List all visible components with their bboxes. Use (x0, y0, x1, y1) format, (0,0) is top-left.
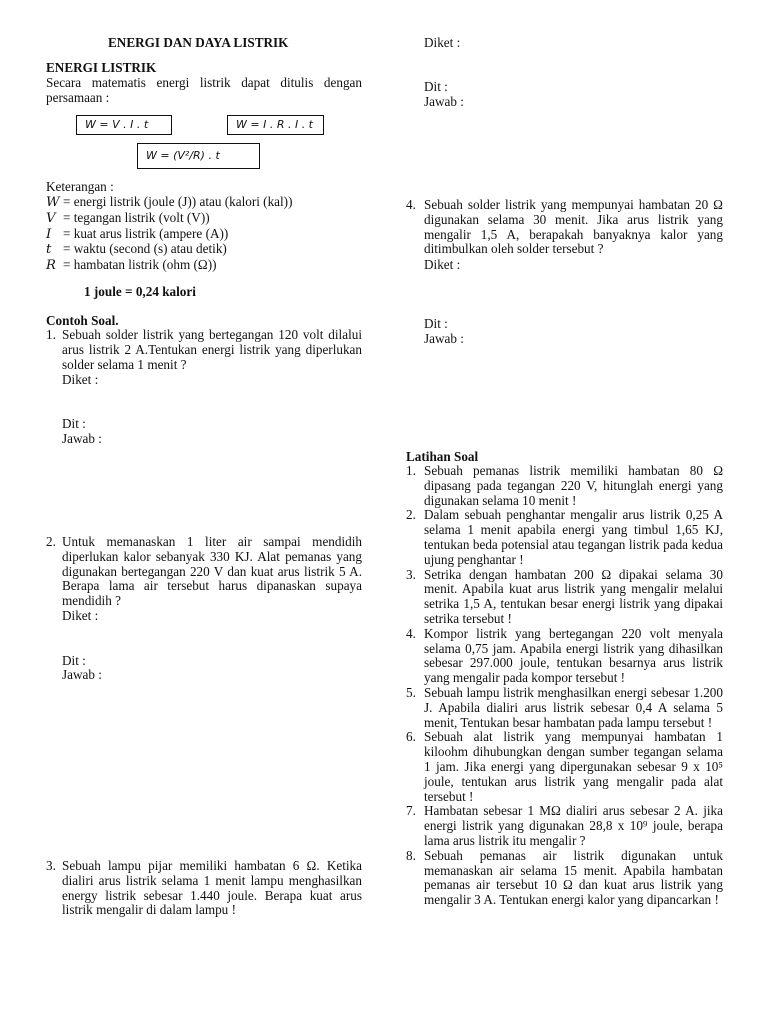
question-text: Untuk memanaskan 1 liter air sampai mendidih diperlukan kalor sebanyak 330 KJ. Alat pemanas yang digunakan bertegangan 220 V dan kuat arus listrik 5 A. Berapa lama air tersebut harus dipanaskan supaya mendidih ? (62, 534, 362, 609)
question-number: 3. (406, 566, 416, 582)
question-number: 1. (406, 463, 416, 478)
question-number: 4. (406, 197, 416, 212)
keterangan-desc: = waktu (second (s) atau detik) (63, 241, 227, 257)
contoh-soal-heading: Contoh Soal. (46, 313, 119, 328)
formula-box-1 (76, 115, 172, 135)
question-number: 6. (406, 729, 416, 745)
question-text: Sebuah pemanas air listrik digunakan untuk memanaskan air selama 15 menit. Apabila hambatan pemanas air tersebut 10 Ω dan kuat arus listrik yang mengalir 3 A. Tentukan energi kalor yang dipancarkan ! (424, 847, 723, 908)
question-text: Sebuah lampu listrik menghasilkan energi sebesar 1.200 J. Apabila dialiri arus listrik sebesar 0,4 A selama 5 menit, Tentukan besar hambatan pada lampu tersebut ! (424, 684, 723, 730)
question-text: Sebuah pemanas listrik memiliki hambatan 80 Ω dipasang pada tegangan 220 V, hitunglah energi yang digunakan selama 10 menit ! (424, 463, 723, 508)
keterangan-desc: = kuat arus listrik (ampere (A)) (63, 225, 229, 241)
formula-3: W = (V²/R) . t (146, 149, 220, 162)
example-question-2 (46, 535, 362, 609)
keterangan-label: Keterangan : (46, 179, 114, 194)
question-number: 5. (406, 684, 416, 700)
symbol-w: W (46, 195, 60, 210)
list-item (406, 686, 723, 730)
list-item (406, 730, 723, 804)
question-number: 3. (46, 858, 56, 873)
keterangan-item (46, 211, 376, 227)
question-text: Kompor listrik yang bertegangan 220 volt menyala selama 0,75 jam. Apabila energi listrik yang dihasilkan sebesar 297.000 joule, tentukan besarnya arus listrik yang mengalir pada kompor tersebut ! (424, 625, 723, 686)
formula-box-3 (137, 143, 260, 169)
q3-dit: Dit : (424, 79, 448, 94)
q4-diket: Diket : (424, 257, 461, 272)
q1-diket: Diket : (62, 372, 99, 387)
list-item (406, 568, 723, 627)
list-item (406, 508, 723, 567)
question-number: 4. (406, 625, 416, 641)
list-item (406, 849, 723, 908)
question-text: Sebuah alat listrik yang mempunyai hambatan 1 kiloohm dihubungkan dengan sumber tegangan selama 1 jam. Jika energi yang dipergunakan sebesar 9 x 10⁵ joule, tentukan arus listrik yang mengalir pada alat tersebut ! (424, 729, 723, 804)
example-question-1 (46, 328, 362, 372)
question-text: Sebuah solder listrik yang mempunyai hambatan 20 Ω digunakan selama 30 menit. Jika arus listrik yang mengalir 1,5 A, berapakah banyaknya kalor yang ditimbulkan oleh solder tersebut ? (424, 197, 723, 257)
question-text: Sebuah solder listrik yang bertegangan 120 volt dilalui arus listrik 2 A.Tentukan energi listrik yang diperlukan solder selama 1 menit ? (62, 327, 362, 372)
list-item (406, 464, 723, 508)
q3-diket: Diket : (424, 35, 461, 50)
q1-jawab: Jawab : (62, 431, 102, 446)
section-heading-energi-listrik: ENERGI LISTRIK (46, 60, 157, 75)
q2-dit: Dit : (62, 653, 86, 668)
q4-dit: Dit : (424, 316, 448, 331)
keterangan-desc: = energi listrik (joule (J)) atau (kalori (kal)) (63, 194, 293, 209)
q4-jawab: Jawab : (424, 331, 464, 346)
latihan-list (406, 464, 723, 908)
formula-2: W = I . R . I . t (236, 118, 313, 131)
symbol-r: R (46, 258, 56, 274)
question-number: 8. (406, 847, 416, 863)
keterangan-item (46, 242, 376, 258)
page-title: ENERGI DAN DAYA LISTRIK (108, 35, 289, 50)
list-item (406, 627, 723, 686)
question-number: 1. (46, 327, 56, 342)
symbol-v: V (46, 210, 56, 226)
intro-paragraph: Secara matematis energi listrik dapat ditulis dengan persamaan : (46, 75, 362, 105)
keterangan-desc: = tegangan listrik (volt (V)) (63, 209, 210, 225)
q2-diket: Diket : (62, 608, 99, 623)
keterangan-item (46, 227, 376, 243)
formula-box-2 (227, 115, 324, 135)
question-text: Setrika dengan hambatan 200 Ω dipakai selama 30 menit. Apabila kuat arus listrik yang mengalir melalui setrika 1,5 A, tentukan besar energi listrik yang dipakai setrika tersebut ! (424, 566, 723, 626)
symbol-i: I (46, 226, 52, 242)
symbol-t: t (46, 242, 52, 258)
question-number: 7. (406, 803, 416, 819)
formula-1: W = V . I . t (85, 118, 149, 131)
question-text: Sebuah lampu pijar memiliki hambatan 6 Ω. Ketika dialiri arus listrik selama 1 menit lampu menghasilkan energy listrik sebesar 1.440 joule. Berapa kuat arus listrik mengalir di dalam lampu ! (62, 858, 362, 918)
question-number: 2. (46, 534, 56, 549)
conversion-note: 1 joule = 0,24 kalori (84, 284, 196, 299)
keterangan-desc: = hambatan listrik (ohm (Ω)) (63, 257, 217, 273)
q3-jawab: Jawab : (424, 94, 464, 109)
question-text: Hambatan sebesar 1 MΩ dialiri arus sebesar 2 A. jika energi listrik yang digunakan 28,8 x 10⁹ joule, berapa lama arus listrik itu mengalir ? (424, 803, 723, 848)
question-number: 2. (406, 507, 416, 523)
latihan-soal-heading: Latihan Soal (406, 449, 479, 464)
keterangan-list (46, 195, 376, 274)
question-text: Dalam sebuah penghantar mengalir arus listrik 0,25 A selama 1 menit apabila energi yang timbul 1,65 KJ, tentukan beda potensial atau tegangan listrik pada kedua ujung penghantar ! (424, 507, 723, 567)
q1-dit: Dit : (62, 416, 86, 431)
example-question-3 (46, 859, 362, 918)
q2-jawab: Jawab : (62, 667, 102, 682)
example-question-4 (406, 198, 723, 257)
keterangan-item (46, 258, 376, 274)
keterangan-item (46, 195, 376, 211)
list-item (406, 804, 723, 848)
